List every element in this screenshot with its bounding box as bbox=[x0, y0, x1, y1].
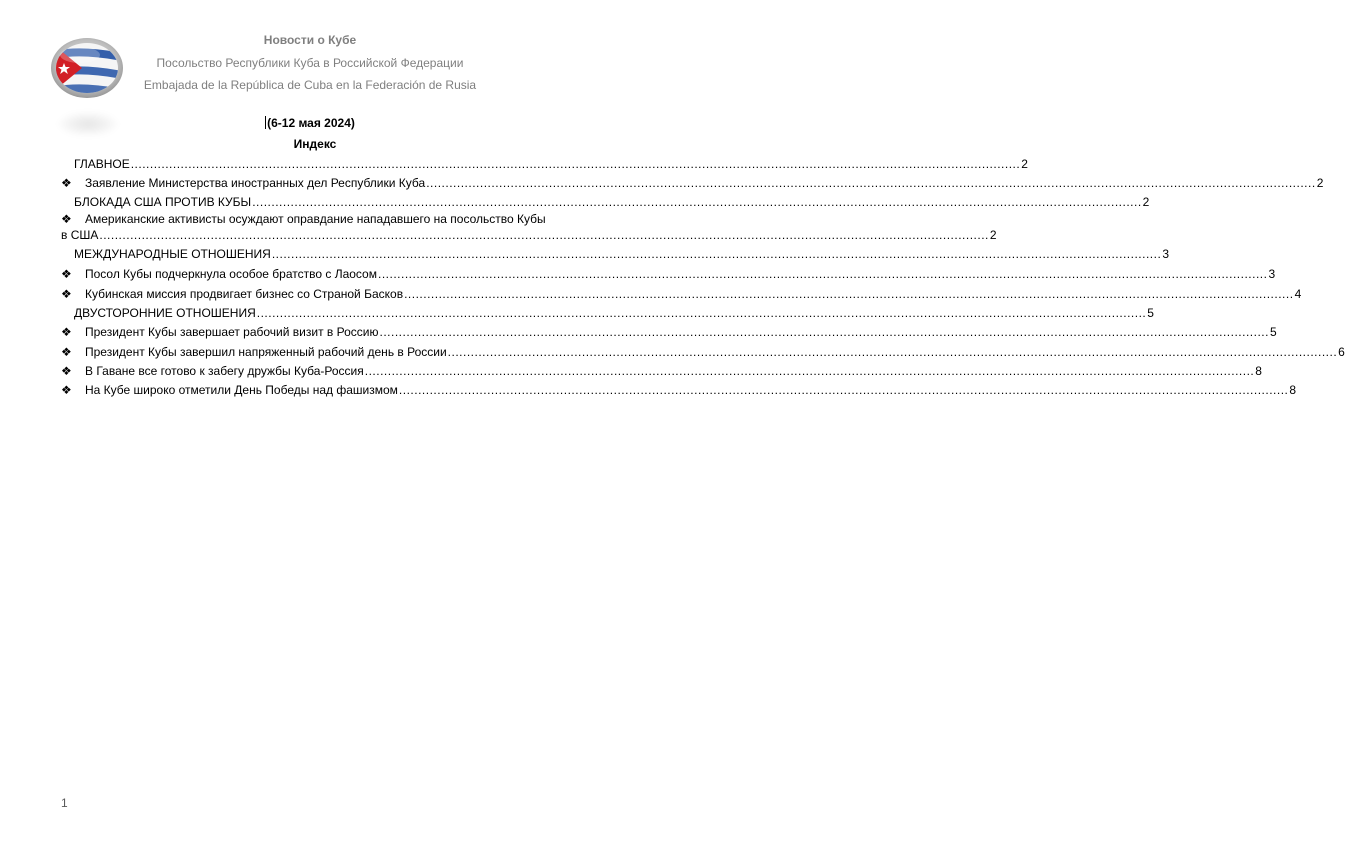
toc-leader: ........................................................................................................................................................................................................................................ bbox=[447, 345, 1338, 359]
diamond-bullet-icon: ❖ bbox=[61, 364, 72, 378]
toc-page-number: 5 bbox=[1269, 325, 1277, 339]
toc-item-label: Президент Кубы завершил напряженный рабочий день в России bbox=[85, 345, 447, 359]
toc-page-number: 4 bbox=[1294, 287, 1302, 301]
toc-item[interactable] bbox=[61, 382, 1297, 398]
toc-page-number: 2 bbox=[1142, 195, 1150, 209]
diamond-bullet-icon: ❖ bbox=[61, 212, 72, 226]
text-cursor bbox=[265, 116, 266, 129]
toc-leader: ........................................................................................................................................................................................................................................ bbox=[426, 176, 1316, 190]
toc-leader: ........................................................................................................................................................................................................................................ bbox=[99, 228, 989, 242]
toc-section-label: ДВУСТОРОННИЕ ОТНОШЕНИЯ bbox=[74, 306, 256, 320]
toc-leader: ........................................................................................................................................................................................................................................ bbox=[379, 325, 1269, 339]
toc-page-number: 8 bbox=[1255, 364, 1262, 378]
toc-leader: ........................................................................................................................................................................................................................................ bbox=[364, 364, 1255, 378]
header-title: Новости о Кубе bbox=[263, 33, 357, 47]
diamond-bullet-icon: ❖ bbox=[61, 345, 72, 359]
toc-section-label: БЛОКАДА США ПРОТИВ КУБЫ bbox=[74, 195, 252, 209]
toc-item-label: Кубинская миссия продвигает бизнес со Страной Басков bbox=[85, 287, 404, 301]
period-heading bbox=[0, 116, 620, 130]
toc-item-label: Заявление Министерства иностранных дел Республики Куба bbox=[85, 176, 426, 190]
toc-item[interactable] bbox=[61, 344, 1345, 360]
toc-item-multiline[interactable] bbox=[61, 211, 557, 227]
toc-leader: ........................................................................................................................................................................................................................................ bbox=[271, 247, 1162, 261]
toc-item[interactable] bbox=[61, 266, 1276, 282]
toc-section-label: ГЛАВНОЕ bbox=[74, 157, 130, 171]
toc-page-number: 2 bbox=[989, 228, 997, 242]
toc-page-number: 5 bbox=[1147, 306, 1154, 320]
toc-item[interactable] bbox=[61, 363, 1262, 379]
toc-page-number: 8 bbox=[1289, 383, 1297, 397]
toc-section[interactable] bbox=[61, 156, 1028, 172]
header-embassy-es: Embajada de la República de Cuba en la Federación de Rusia bbox=[143, 78, 477, 92]
header-embassy-ru: Посольство Республики Куба в Российской Федерации bbox=[156, 56, 464, 70]
diamond-bullet-icon: ❖ bbox=[61, 176, 72, 190]
period-text: (6-12 мая 2024) bbox=[267, 116, 355, 130]
toc-leader: ........................................................................................................................................................................................................................................ bbox=[252, 195, 1142, 209]
toc-item[interactable] bbox=[61, 286, 1302, 302]
toc-title: Индекс bbox=[293, 137, 337, 151]
diamond-bullet-icon: ❖ bbox=[61, 287, 72, 301]
toc-item-label: На Кубе широко отметили День Победы над фашизмом bbox=[85, 383, 398, 397]
diamond-bullet-icon: ❖ bbox=[61, 383, 72, 397]
toc-item-label-line2: в США bbox=[61, 228, 99, 242]
toc-section[interactable] bbox=[61, 246, 1169, 262]
toc-leader: ........................................................................................................................................................................................................................................ bbox=[398, 383, 1289, 397]
diamond-bullet-icon: ❖ bbox=[61, 267, 72, 281]
toc-item-label: Посол Кубы подчеркнула особое братство с Лаосом bbox=[85, 267, 377, 281]
toc-page-number: 2 bbox=[1316, 176, 1324, 190]
toc-section[interactable] bbox=[61, 305, 1154, 321]
toc-item[interactable] bbox=[61, 175, 1324, 191]
toc-leader: ........................................................................................................................................................................................................................................ bbox=[404, 287, 1294, 301]
toc-leader: ........................................................................................................................................................................................................................................ bbox=[377, 267, 1268, 281]
toc-item[interactable] bbox=[61, 324, 1277, 340]
toc-section[interactable] bbox=[61, 194, 1150, 210]
page-number: 1 bbox=[61, 796, 68, 810]
toc-item-label: Президент Кубы завершает рабочий визит в Россию bbox=[85, 325, 379, 339]
diamond-bullet-icon: ❖ bbox=[61, 325, 72, 339]
toc-page-number: 2 bbox=[1021, 157, 1028, 171]
toc-item-label: В Гаване все готово к забегу дружбы Куба-Россия bbox=[85, 364, 364, 378]
toc-item-label-line1: Американские активисты осуждают оправдание нападавшего на посольство Кубы bbox=[85, 212, 546, 226]
toc-section-label: МЕЖДУНАРОДНЫЕ ОТНОШЕНИЯ bbox=[74, 247, 271, 261]
toc-page-number: 3 bbox=[1268, 267, 1276, 281]
toc-leader: ........................................................................................................................................................................................................................................ bbox=[130, 157, 1021, 171]
toc-page-number: 6 bbox=[1338, 345, 1345, 359]
toc-item-continuation[interactable] bbox=[61, 227, 997, 243]
toc-page-number: 3 bbox=[1162, 247, 1169, 261]
toc-leader: ........................................................................................................................................................................................................................................ bbox=[256, 306, 1147, 320]
